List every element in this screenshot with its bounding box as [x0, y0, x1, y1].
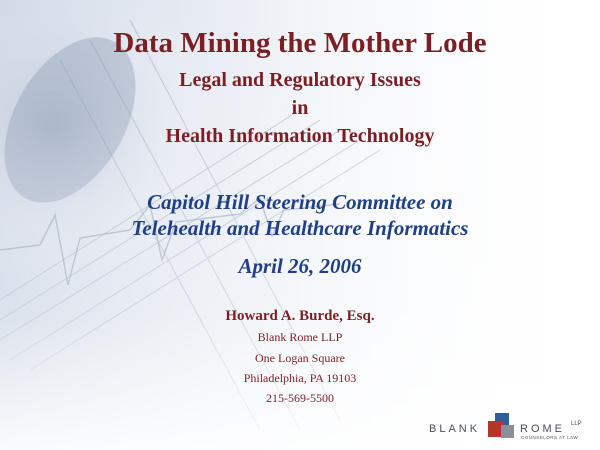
event-line-2: Telehealth and Healthcare Informatics	[131, 216, 469, 240]
presenter-phone: 215-569-5500	[266, 391, 334, 405]
presenter-address-line-1: One Logan Square	[255, 351, 345, 365]
presenter-firm: Blank Rome LLP	[257, 330, 343, 344]
event-date: April 26, 2006	[238, 254, 362, 278]
subtitle-line-2: in	[291, 97, 309, 119]
event-line-1: Capitol Hill Steering Committee on	[147, 190, 453, 214]
subtitle-line-3: Health Information Technology	[165, 125, 435, 147]
logo-squares-icon	[486, 413, 516, 439]
slide-title: Data Mining the Mother Lode	[113, 27, 487, 59]
logo-llp: LLP	[571, 421, 582, 427]
blank-rome-logo	[425, 409, 585, 443]
logo-word-blank: BLANK	[429, 423, 481, 435]
logo-word-rome: ROME	[520, 423, 565, 435]
subtitle-line-1: Legal and Regulatory Issues	[179, 69, 421, 91]
logo-tagline: COUNSELORS AT LAW	[521, 435, 579, 440]
presenter-name: Howard A. Burde, Esq.	[225, 308, 375, 324]
presenter-address-line-2: Philadelphia, PA 19103	[243, 371, 357, 385]
